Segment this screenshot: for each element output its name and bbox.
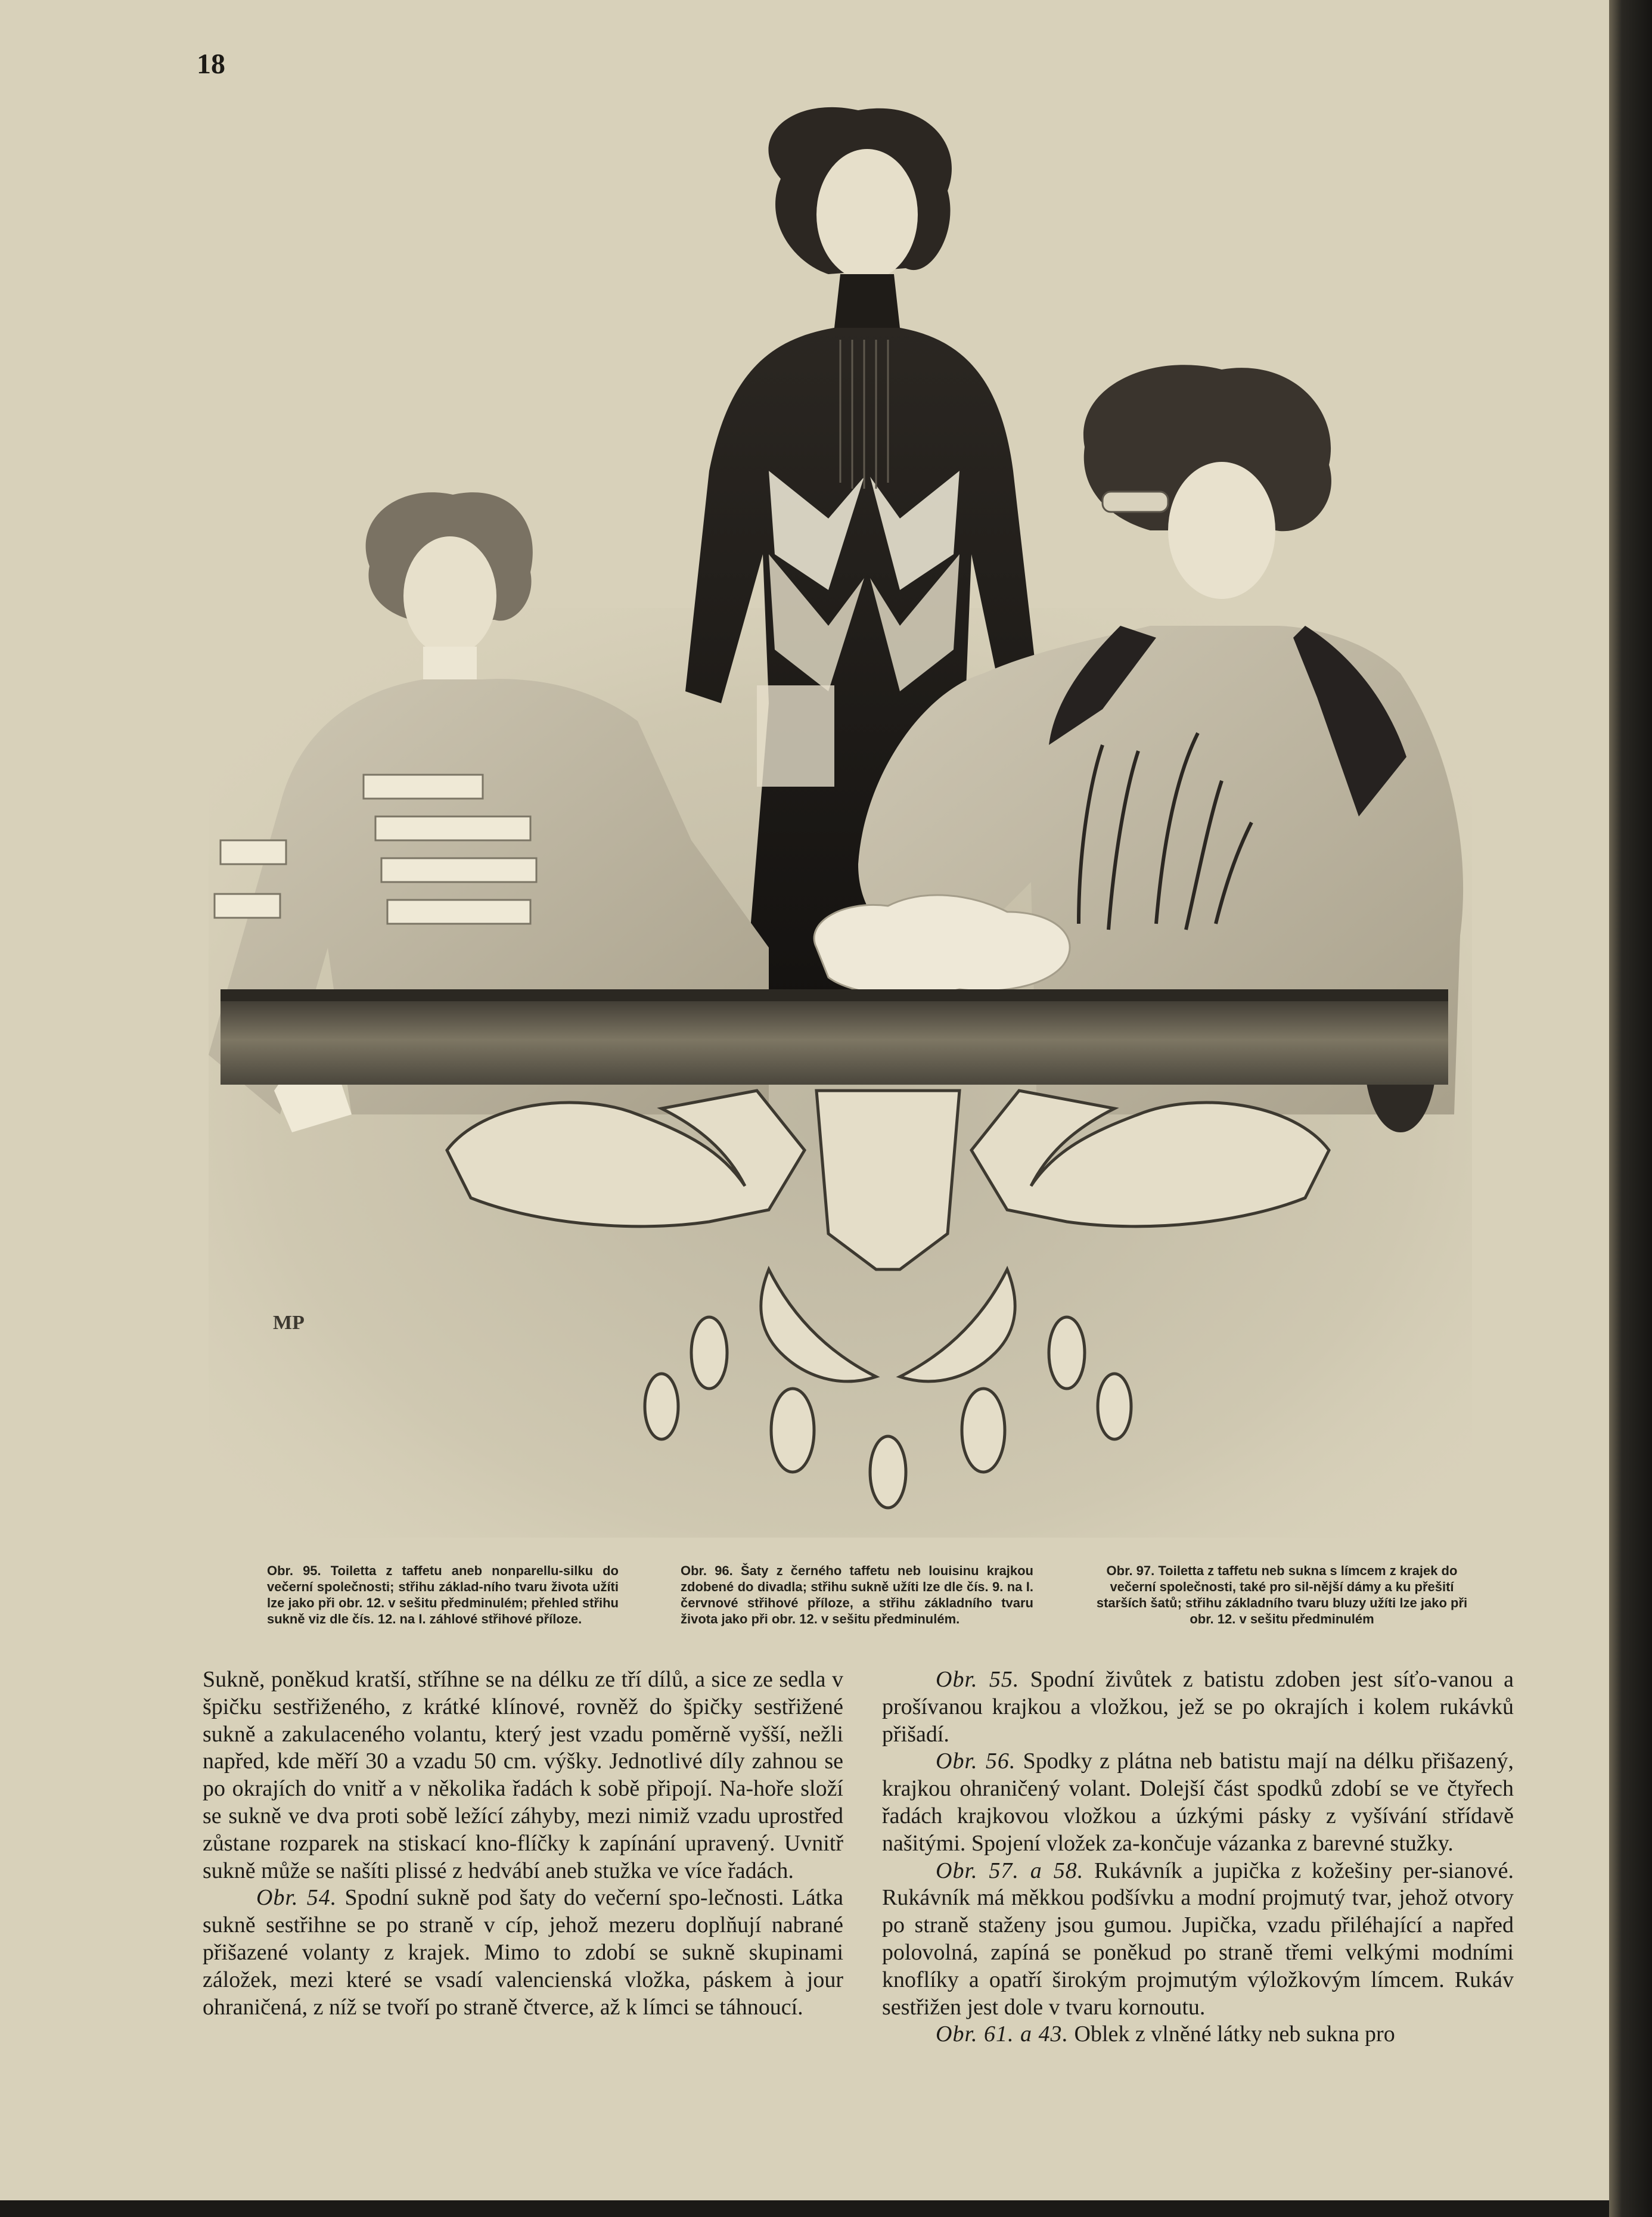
book-binding-edge — [1609, 0, 1652, 2217]
paragraph — [882, 1666, 1514, 1748]
caption-fig-95: Obr. 95. Toiletta z taffetu aneb nonparellu-silku do večerní společnosti; střihu základ-ního tvaru života užíti lze jako při obr. 12. v sešitu předminulém; přehled střihu sukně viz dle čís. 12. na I. záhlové střihové příloze. — [267, 1563, 619, 1626]
figure-reference: Obr. 61. a 43. — [936, 2022, 1069, 2047]
text-column-left — [203, 1666, 843, 2021]
paragraph — [882, 1858, 1514, 2022]
figure-reference: Obr. 57. a 58. — [936, 1858, 1084, 1883]
paragraph — [882, 1748, 1514, 1857]
fashion-illustration — [173, 101, 1490, 1561]
figure-reference: Obr. 55. — [936, 1667, 1020, 1692]
figure-reference: Obr. 54. — [256, 1885, 337, 1911]
artist-signature: MP — [273, 1312, 305, 1334]
paragraph-text: Spodky z plátna neb batistu mají na délku přišazený, krajkou ohraničený volant. Dolejší část spodků zdobí se ve čtyřech řadách krajkovou vložkou a úzkými pásky z vyšívání střídavě našitými. Spojení vložek za-končuje vázanka z barevné stužky. — [882, 1749, 1514, 1856]
caption-fig-97: Obr. 97. Toiletta z taffetu neb sukna s límcem z krajek do večerní společnosti, také pro sil-nější dámy a ku přešití starších šatů; střihu základního tvaru bluzy užíti lze jako při obr. 12. v sešitu předminulém — [1096, 1563, 1468, 1626]
paragraph-text: Spodní sukně pod šaty do večerní spo-lečnosti. Látka sukně sestřihne se po straně v cíp, jehož mezeru doplňují nabrané přišazené volanty z krajek. Mimo to zdobí se sukně skupinami záložek, mezi které se vsadí valencienská vložka, páskem à jour ohraničená, z níž se tvoří po straně čtverce, až k límci se táhnoucí. — [203, 1885, 843, 2020]
page-number: 18 — [197, 48, 225, 80]
figure-reference: Obr. 56. — [936, 1749, 1016, 1774]
paragraph-text: Rukávník a jupička z kožešiny per-sianové. Rukávník má měkkou podšívku a modní projmutý tvar, jehož otvory po straně staženy jsou gumou. Jupička, vzadu přiléhající a napřed polovolná, zapíná se poněkud po straně třemi velkými modními knoflíky a opatří širokým projmutým výložkovým límcem. Rukáv sestřižen jest dole v tvaru kornoutu. — [882, 1858, 1514, 2020]
balcony-rail — [221, 995, 1448, 1085]
text-column-right — [882, 1666, 1514, 2048]
paragraph-text: Spodní živůtek z batistu zdoben jest síťo-vanou a prošívanou krajkou a vložkou, jež se po okrajích i kolem rukávků přišadí. — [882, 1667, 1514, 1747]
paragraph — [882, 2021, 1514, 2048]
paragraph — [203, 1884, 843, 2021]
caption-fig-96: Obr. 96. Šaty z černého taffetu neb louisinu krajkou zdobené do divadla; střihu sukně užíti lze dle čís. 9. na I. červnové střihové příloze, a střihu základního tvaru života jako při obr. 12. v sešitu předminulém. — [681, 1563, 1033, 1626]
paragraph-text: Oblek z vlněné látky neb sukna pro — [1074, 2022, 1395, 2047]
page-bottom-edge — [0, 2200, 1609, 2217]
paragraph: Sukně, poněkud kratší, stříhne se na délku ze tří dílů, a sice ze sedla v špičku sestřiženého, z krátké klínové, rovněž do špičky sestřižené sukně a zakulaceného volantu, který jest vzadu poměrně vyšší, nežli napřed, kde měří 30 a vzadu 50 cm. výšky. Jednotlivé díly zahnou se po okrajích do vnitř a v několika řadách k sobě připojí. Na-hoře složí se sukně ve dva proti sobě ležící záhyby, mezi nimiž vzadu uprostřed zůstane rozparek na stiskací kno-flíčky k zapínání upravený. Uvnitř sukně může se našíti plissé z hedvábí aneb stužka ve více řadách. — [203, 1667, 843, 1883]
